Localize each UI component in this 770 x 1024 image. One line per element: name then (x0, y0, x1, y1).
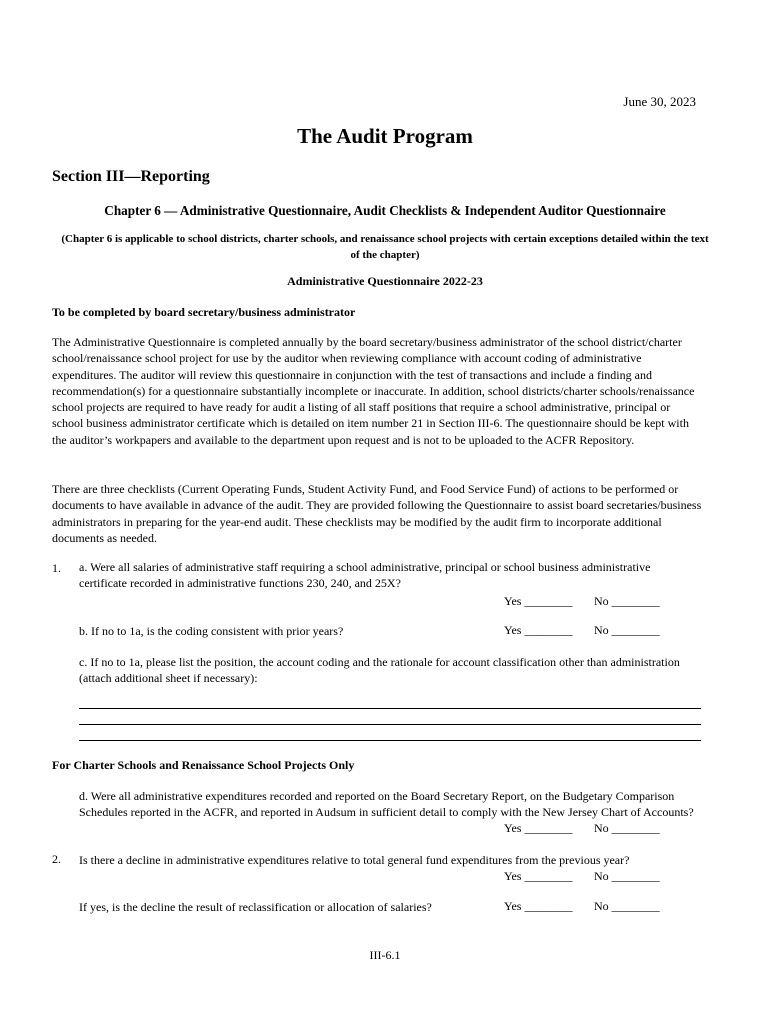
question-2: Is there a decline in administrative expenditures relative to total general fund expenditures from the previous year? (79, 853, 630, 867)
page-number: III-6.1 (369, 948, 401, 962)
questionnaire-title: Administrative Questionnaire 2022-23 (287, 274, 483, 288)
q2-followup-yes-answer[interactable]: Yes ________ (504, 899, 573, 913)
question-2-followup: If yes, is the decline the result of reclassification or allocation of salaries? (79, 900, 432, 914)
q2-yes-answer[interactable]: Yes ________ (504, 869, 573, 883)
q1a-no-answer[interactable]: No ________ (594, 594, 660, 608)
q2-no-answer[interactable]: No ________ (594, 869, 660, 883)
applicability-note: (Chapter 6 is applicable to school districts, charter schools, and renaissance school projects with certain exceptions detailed within the text of the chapter) (61, 233, 709, 261)
question-1b: b. If no to 1a, is the coding consistent with prior years? (79, 624, 344, 638)
question-1d: d. Were all administrative expenditures recorded and reported on the Board Secretary Report, on the Budgetary Comparison Schedules reported in the ACFR, and reported in Audsum in sufficient detail to comply with the New Jersey Chart of Accounts? (79, 789, 694, 820)
q1d-no-answer[interactable]: No ________ (594, 821, 660, 835)
q1b-yes-answer[interactable]: Yes ________ (504, 623, 573, 637)
q1a-yes-answer[interactable]: Yes ________ (504, 594, 573, 608)
q1d-yes-answer[interactable]: Yes ________ (504, 821, 573, 835)
answer-line[interactable] (79, 708, 701, 709)
question-1a: a. Were all salaries of administrative staff requiring a school administrative, principal or school business administrative certificate recorded in administrative functions 230, 240, and 25X? (79, 560, 651, 591)
q2-followup-no-answer[interactable]: No ________ (594, 899, 660, 913)
document-title: The Audit Program (297, 124, 473, 148)
answer-line[interactable] (79, 724, 701, 725)
answer-line[interactable] (79, 740, 701, 741)
completion-instruction: To be completed by board secretary/business administrator (52, 305, 356, 319)
intro-paragraph-1: The Administrative Questionnaire is completed annually by the board secretary/business administrator of the school district/charter school/renaissance school project for use by the auditor when reviewing compliance with account coding of administrative expenditures. The auditor will review this questionnaire in conjunction with the test of transactions and include a finding and recommendation(s) for a questionnaire substantially incomplete or inaccurate. In addition, school districts/charter schools/renaissance school projects are required to have ready for audit a listing of all staff positions that require a school administrative, principal or school business administrator certificate which is detailed on item number 21 in Section III-6. The questionnaire should be kept with the auditor’s workpapers and available to the department upon request and is not to be uploaded to the ACFR Repository. (52, 335, 695, 447)
document-date: June 30, 2023 (623, 94, 696, 109)
charter-schools-heading: For Charter Schools and Renaissance School Projects Only (52, 758, 355, 772)
intro-paragraph-2: There are three checklists (Current Operating Funds, Student Activity Fund, and Food Service Fund) of actions to be performed or documents to have available in advance of the audit. They are provided following the Questionnaire to assist board secretaries/business administrators in preparing for the year-end audit. These checklists may be modified by the audit firm to incorporate additional documents as needed. (52, 482, 702, 545)
question-number-2: 2. (52, 852, 61, 866)
q1b-no-answer[interactable]: No ________ (594, 623, 660, 637)
section-heading: Section III—Reporting (52, 168, 210, 185)
question-1c: c. If no to 1a, please list the position, the account coding and the rationale for account classification other than administration (attach additional sheet if necessary): (79, 655, 680, 686)
question-number-1: 1. (52, 561, 61, 575)
chapter-heading: Chapter 6 — Administrative Questionnaire, Audit Checklists & Independent Auditor Questionnaire (104, 203, 666, 218)
